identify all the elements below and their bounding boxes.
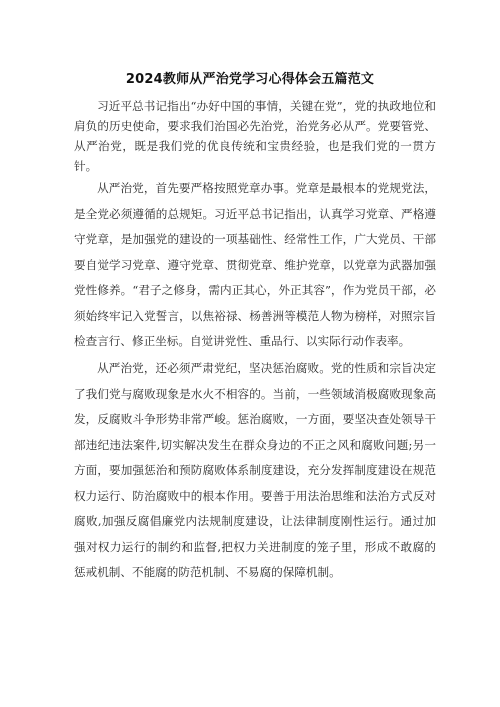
paragraph-3-text: 从严治党，还必须严肃党纪，坚决惩治腐败。党的性质和宗旨决定了我们党与腐败现象是水火不相容的。当前，一些领域消极腐败现象高发，反腐败斗争形势非常严峻。惩治腐败，一方面，要坚决查处领导干部违纪违法案件,切实解决发生在群众身边的不正之风和腐败问题;另一方面，要加强惩治和预防腐败体系制度建设，充分发挥制度建设在规范权力运行、防治腐败中的根本作用。要善于用法治思维和法治方式反对腐败,加强反腐倡廉党内法规制度建设，让法律制度刚性运行。通过加强对权力运行的制约和监督,把权力关进制度的笼子里，形成不敢腐的惩戒机制、不能腐的防范机制、不易腐的保障机制。 <box>74 361 436 579</box>
paragraph-1 <box>74 96 436 176</box>
paragraph-2 <box>74 176 436 355</box>
paragraph-3 <box>74 356 436 586</box>
paragraph-2-text: 从严治党，首先要严格按照党章办事。党章是最根本的党规党法，是全党必须遵循的总规矩。习近平总书记指出，认真学习党章、严格遵守党章，是加强党的建设的一项基础性、经常性工作，广大党员、干部要自觉学习党章、遵守党章、贯彻党章、维护党章，以党章为武器加强党性修养。“君子之修身，需内正其心，外正其容”，作为党员干部，必须始终牢记入党誓言，以焦裕禄、杨善洲等模范人物为榜样，对照宗旨检查言行、修正坐标。自觉讲党性、重品行、以实际行动作表率。 <box>74 181 436 348</box>
paragraph-1-text: 习近平总书记指出“办好中国的事情，关键在党”，党的执政地位和肩负的历史使命，要求我们治国必先治党，治党务必从严。党要管党、从严治党，既是我们党的优良传统和宝贵经验，也是我们党的一贯方针。 <box>74 99 436 173</box>
document-title: 2024教师从严治党学习心得体会五篇范文 <box>125 72 375 87</box>
